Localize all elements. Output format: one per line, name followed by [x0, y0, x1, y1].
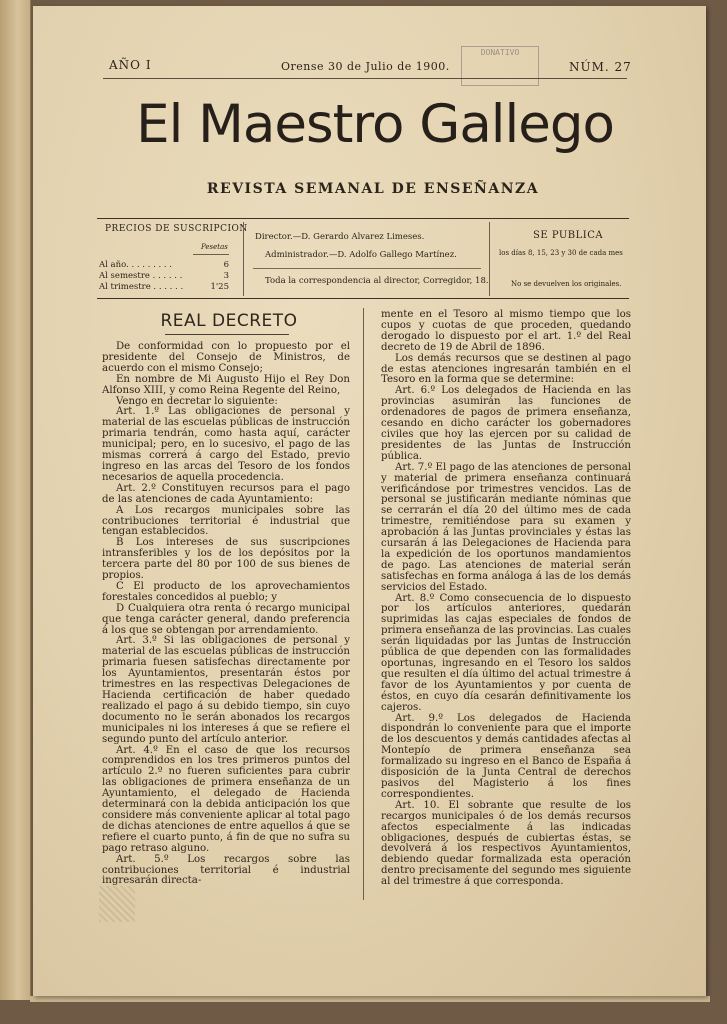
correspondence-line: Toda la correspondencia al director, Corregidor, 18.: [265, 276, 489, 286]
adjacent-page-edge: [0, 0, 31, 1000]
paragraph: Art. 4.º En el caso de que los recursos comprendidos en los tres primeros puntos del artículo 2.º no fueren suficientes para cubrir las obligaciones de primera enseñanza de un Ayuntamiento, el delegado de Hacienda determinará con la debida anticipación los que considere más conveniente aplicar al total pago de dichas atenciones de entre aquellos á que se refiere el cuarto punto, á fin de que no sufra su pago retraso alguno.: [102, 744, 350, 854]
subscription-table: [99, 260, 229, 293]
paragraph: Vengo en decretar lo siguiente:: [116, 395, 278, 407]
newspaper-page: [33, 6, 706, 996]
info-bottom-rule: [97, 298, 629, 299]
currency-label: Pesetas: [201, 243, 228, 251]
top-rule: [103, 78, 627, 79]
publication-days: los días 8, 15, 23 y 30 de cada mes: [499, 249, 623, 257]
period-label: Al trimestre . . . . . .: [99, 282, 184, 292]
paragraph: A Los recargos municipales sobre las contribuciones territorial é industrial que tengan establecidos.: [102, 504, 350, 538]
staff-rule: [253, 268, 481, 269]
headline-underline: [165, 334, 289, 335]
subscription-row: [99, 260, 229, 271]
info-divider-right: [489, 222, 490, 296]
paragraph: mente en el Tesoro al mismo tiempo que los cupos y cuotas de que proceden, quedando derogado lo dispuesto por el art. 1.º del Real decreto de 19 de Abril de 1896.: [381, 309, 631, 353]
masthead-subtitle: REVISTA SEMANAL DE ENSEÑANZA: [206, 181, 540, 197]
currency-underline: [193, 254, 229, 255]
article-headline: REAL DECRETO: [160, 311, 298, 331]
paragraph: Art. 9.º Los delegados de Hacienda dispondrán lo conveniente para que el importe de los descuentos y demás cantidades afectas al Montepío de primera enseñanza sea formalizado su ingreso en el Banco de España á disposición de la Junta Central de derechos pasivos del Magisterio á los fines correspondientes.: [381, 712, 631, 800]
article-column-2: [381, 310, 631, 888]
paragraph: Art. 8.º Como consecuencia de lo dispuesto por los artículos anteriores, quedarán suprimidas las cajas especiales de fondos de primera enseñanza de las provincias. Las cuales serán liquidadas por las Juntas de Instrucción pública de que dependen con las formalidades oportunas, ingresando en el Tesoro los saldos que resulten el día último del actual trimestre á favor de los Ayuntamientos y por cuenta de éstos, en cuyo día cesarán definitivamente los cajeros.: [381, 592, 631, 713]
masthead-title: El Maestro Gallego: [136, 94, 614, 155]
paper-crease: [99, 886, 135, 922]
paragraph: En nombre de Mi Augusto Hijo el Rey Don Alfonso XIII, y como Reina Regente del Reino,: [102, 373, 350, 396]
period-price: 3: [223, 271, 229, 281]
year-label: AÑO I: [109, 58, 152, 72]
paragraph: Art. 10. El sobrante que resulte de los recargos municipales ó de los demás recursos afectos especialmente á las indicadas obligaciones, después de cubiertas éstas, se devolverá á los respectivos Ayuntamientos, debiendo quedar formalizada esta operación dentro precisamente del segundo mes siguiente al del trimestre á que corresponda.: [381, 799, 631, 888]
paragraph: Art. 5.º Los recargos sobre las contribuciones territorial é industrial ingresarán directa-: [102, 853, 350, 887]
period-price: 6: [223, 260, 229, 270]
paragraph: Art. 2.º Constituyen recursos para el pago de las atenciones de cada Ayuntamiento:: [102, 482, 350, 505]
paragraph: De conformidad con lo propuesto por el presidente del Consejo de Ministros, de acuerdo con el mismo Consejo;: [102, 341, 350, 374]
library-stamp: [461, 46, 539, 86]
issue-number: NÚM. 27: [569, 60, 632, 74]
page-bottom-edge: [30, 996, 710, 1002]
paragraph: B Los intereses de sus suscripciones intransferibles y los de los depósitos por la tercera parte del 80 por 100 de sus bienes de propios.: [102, 537, 350, 582]
subscription-title: PRECIOS DE SUSCRIPCION: [105, 224, 248, 234]
administrator-line: Administrador.—D. Adolfo Gallego Martínez.: [265, 250, 457, 260]
column-divider: [363, 308, 364, 900]
paragraph: Art. 1.º Las obligaciones de personal y material de las escuelas públicas de instrucción primaria tendrán, como hasta aquí, carácter municipal; pero, en lo sucesivo, el pago de las mismas correrá á cargo del Estado, previo ingreso en las arcas del Tesoro de los fondos necesarios de aquella procedencia.: [102, 406, 350, 483]
period-label: Al semestre . . . . . .: [99, 271, 183, 281]
paragraph: Art. 7.º El pago de las atenciones de personal y material de primera enseñanza continuará verificándose por trimestres vencidos. Las de personal se justificarán mediante nóminas que se cerrarán el día 20 del último mes de cada trimestre, remitiéndose para su examen y aprobación á las Juntas provinciales y éstas las cursarán á las Delegaciones de Hacienda para la expedición de los oportunos mandamientos de pago. Las atenciones de material serán satisfechas en forma análoga á las de los demás servicios del Estado.: [381, 461, 631, 593]
info-top-rule: [97, 218, 629, 219]
publication-note: No se devuelven los originales.: [511, 280, 622, 288]
subscription-row: [99, 271, 229, 282]
paragraph: Art. 6.º Los delegados de Hacienda en las provincias asumirán las funciones de ordenadores de pagos de primera enseñanza, cesando en dicho carácter los gobernadores civiles que hoy las ejercen por su calidad de presidentes de las Juntas de Instrucción pública.: [381, 385, 631, 462]
info-divider-left: [243, 222, 244, 296]
paragraph: C El producto de los aprovechamientos forestales concedidos al pueblo; y: [102, 580, 350, 603]
period-price: 1'25: [210, 282, 229, 292]
paragraph: D Cualquiera otra renta ó recargo municipal que tenga carácter general, dando preferencia á los que se obtengan por arrendamiento.: [102, 602, 350, 636]
dateline: Orense 30 de Julio de 1900.: [281, 60, 450, 73]
period-label: Al año. . . . . . . . .: [99, 260, 173, 270]
publication-title: SE PUBLICA: [533, 230, 604, 241]
article-column-1: [102, 342, 350, 887]
director-line: Director.—D. Gerardo Alvarez Limeses.: [255, 232, 425, 242]
stamp-text: DONATIVO: [480, 48, 520, 57]
paragraph: Art. 3.º Si las obligaciones de personal y material de las escuelas públicas de instrucción primaria fuesen satisfechas directamente por los Ayuntamientos, presentarán éstos por trimestres en las respectivas Delegaciones de Hacienda certificación de haber quedado realizado el pago á su debido tiempo, sin cuyo documento no le serán abonados los recargos municipales ni los intereses á que se refiere el segundo punto del artículo anterior.: [102, 635, 350, 745]
subscription-row: [99, 282, 229, 293]
paragraph: Los demás recursos que se destinen al pago de estas atenciones ingresarán también en el Tesoro en la forma que se determine:: [381, 352, 631, 386]
